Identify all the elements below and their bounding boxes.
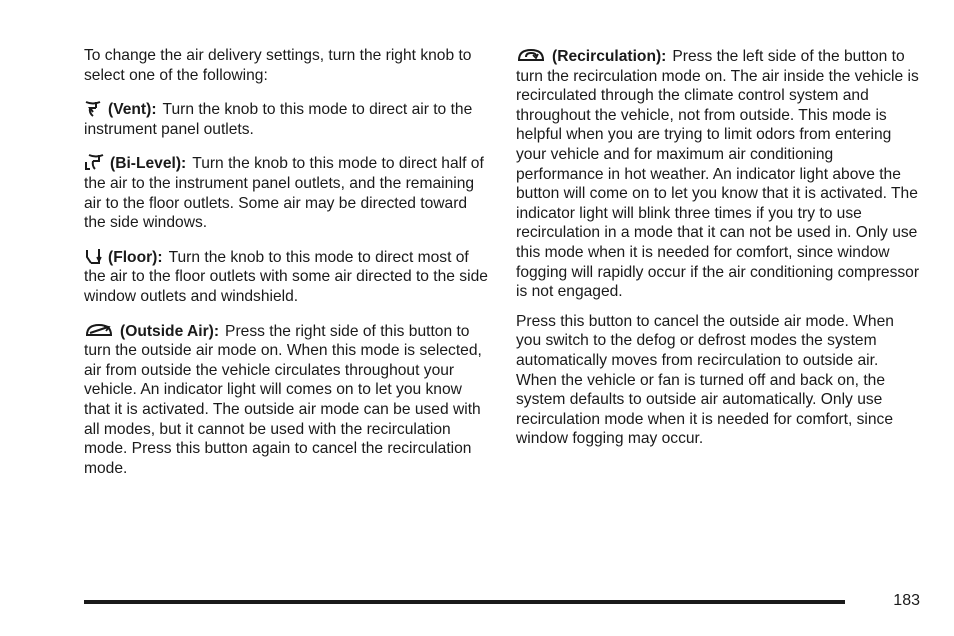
left-column — [84, 46, 490, 492]
bilevel-term: (Bi-Level): — [110, 155, 187, 173]
outside-air-icon — [84, 321, 114, 339]
floor-term: (Floor): — [108, 248, 163, 266]
vent-text: Turn the knob to this mode to direct air to the instrument panel outlets. — [84, 101, 473, 138]
right-column — [516, 46, 920, 463]
recirculation-term: (Recirculation): — [552, 48, 667, 65]
outside-air-text: Press the right side of this button to turn the outside air mode on. When this mode is selected, air from outside the vehicle circulates throughout your vehicle. An indicator light will comes on to let you know that it is activated. The outside air mode can be used with all modes, but it cannot be used with the recirculation mode. Press this button again to cancel the recirculation mode. — [84, 322, 482, 477]
bilevel-paragraph — [84, 153, 490, 232]
page-number: 183 — [893, 592, 920, 609]
vent-term: (Vent): — [108, 101, 157, 119]
recirculation-paragraph — [516, 46, 920, 302]
outside-air-paragraph — [84, 321, 490, 479]
floor-mode-icon — [84, 247, 102, 265]
recirculation-icon — [516, 46, 546, 64]
cancel-note-paragraph: Press this button to cancel the outside air mode. When you switch to the defog or defrost modes the system automatically moves from recirculation to outside air. When the vehicle or fan is turned off and back on, the system defaults to outside air automatically. Only use recirculation mode when it is needed for comfort, since window fogging may occur. — [516, 312, 894, 448]
bilevel-text: Turn the knob to this mode to direct half of the air to the instrument panel outlets, and the remaining air to the floor outlets. Some air may be directed toward the side windows. — [84, 155, 484, 232]
outside-air-term: (Outside Air): — [120, 322, 220, 340]
intro-paragraph: To change the air delivery settings, turn the right knob to select one of the following: — [84, 47, 472, 84]
footer-rule — [84, 600, 845, 604]
floor-text: Turn the knob to this mode to direct most of the air to the floor outlets with some air directed to the side window outlets and windshield. — [84, 248, 488, 305]
floor-paragraph — [84, 247, 490, 307]
bi-level-mode-icon — [84, 153, 104, 171]
vent-mode-icon — [84, 99, 102, 117]
vent-paragraph — [84, 99, 490, 139]
recirculation-text: Press the left side of the button to turn the recirculation mode on. The air inside the vehicle is recirculated through the climate control system and throughout the vehicle, not from outside. This mode is helpful when you are trying to limit odors from entering your vehicle and for maximum air conditioning performance in hot weather. An indicator light above the button will come on to let you know that it is activated. The indicator light will blink three times if you try to use recirculation in a mode that it can not be used in. Only use this mode when it is needed for comfort, since window fogging will rapidly occur if the air conditioning compressor is not engaged. — [516, 48, 920, 301]
